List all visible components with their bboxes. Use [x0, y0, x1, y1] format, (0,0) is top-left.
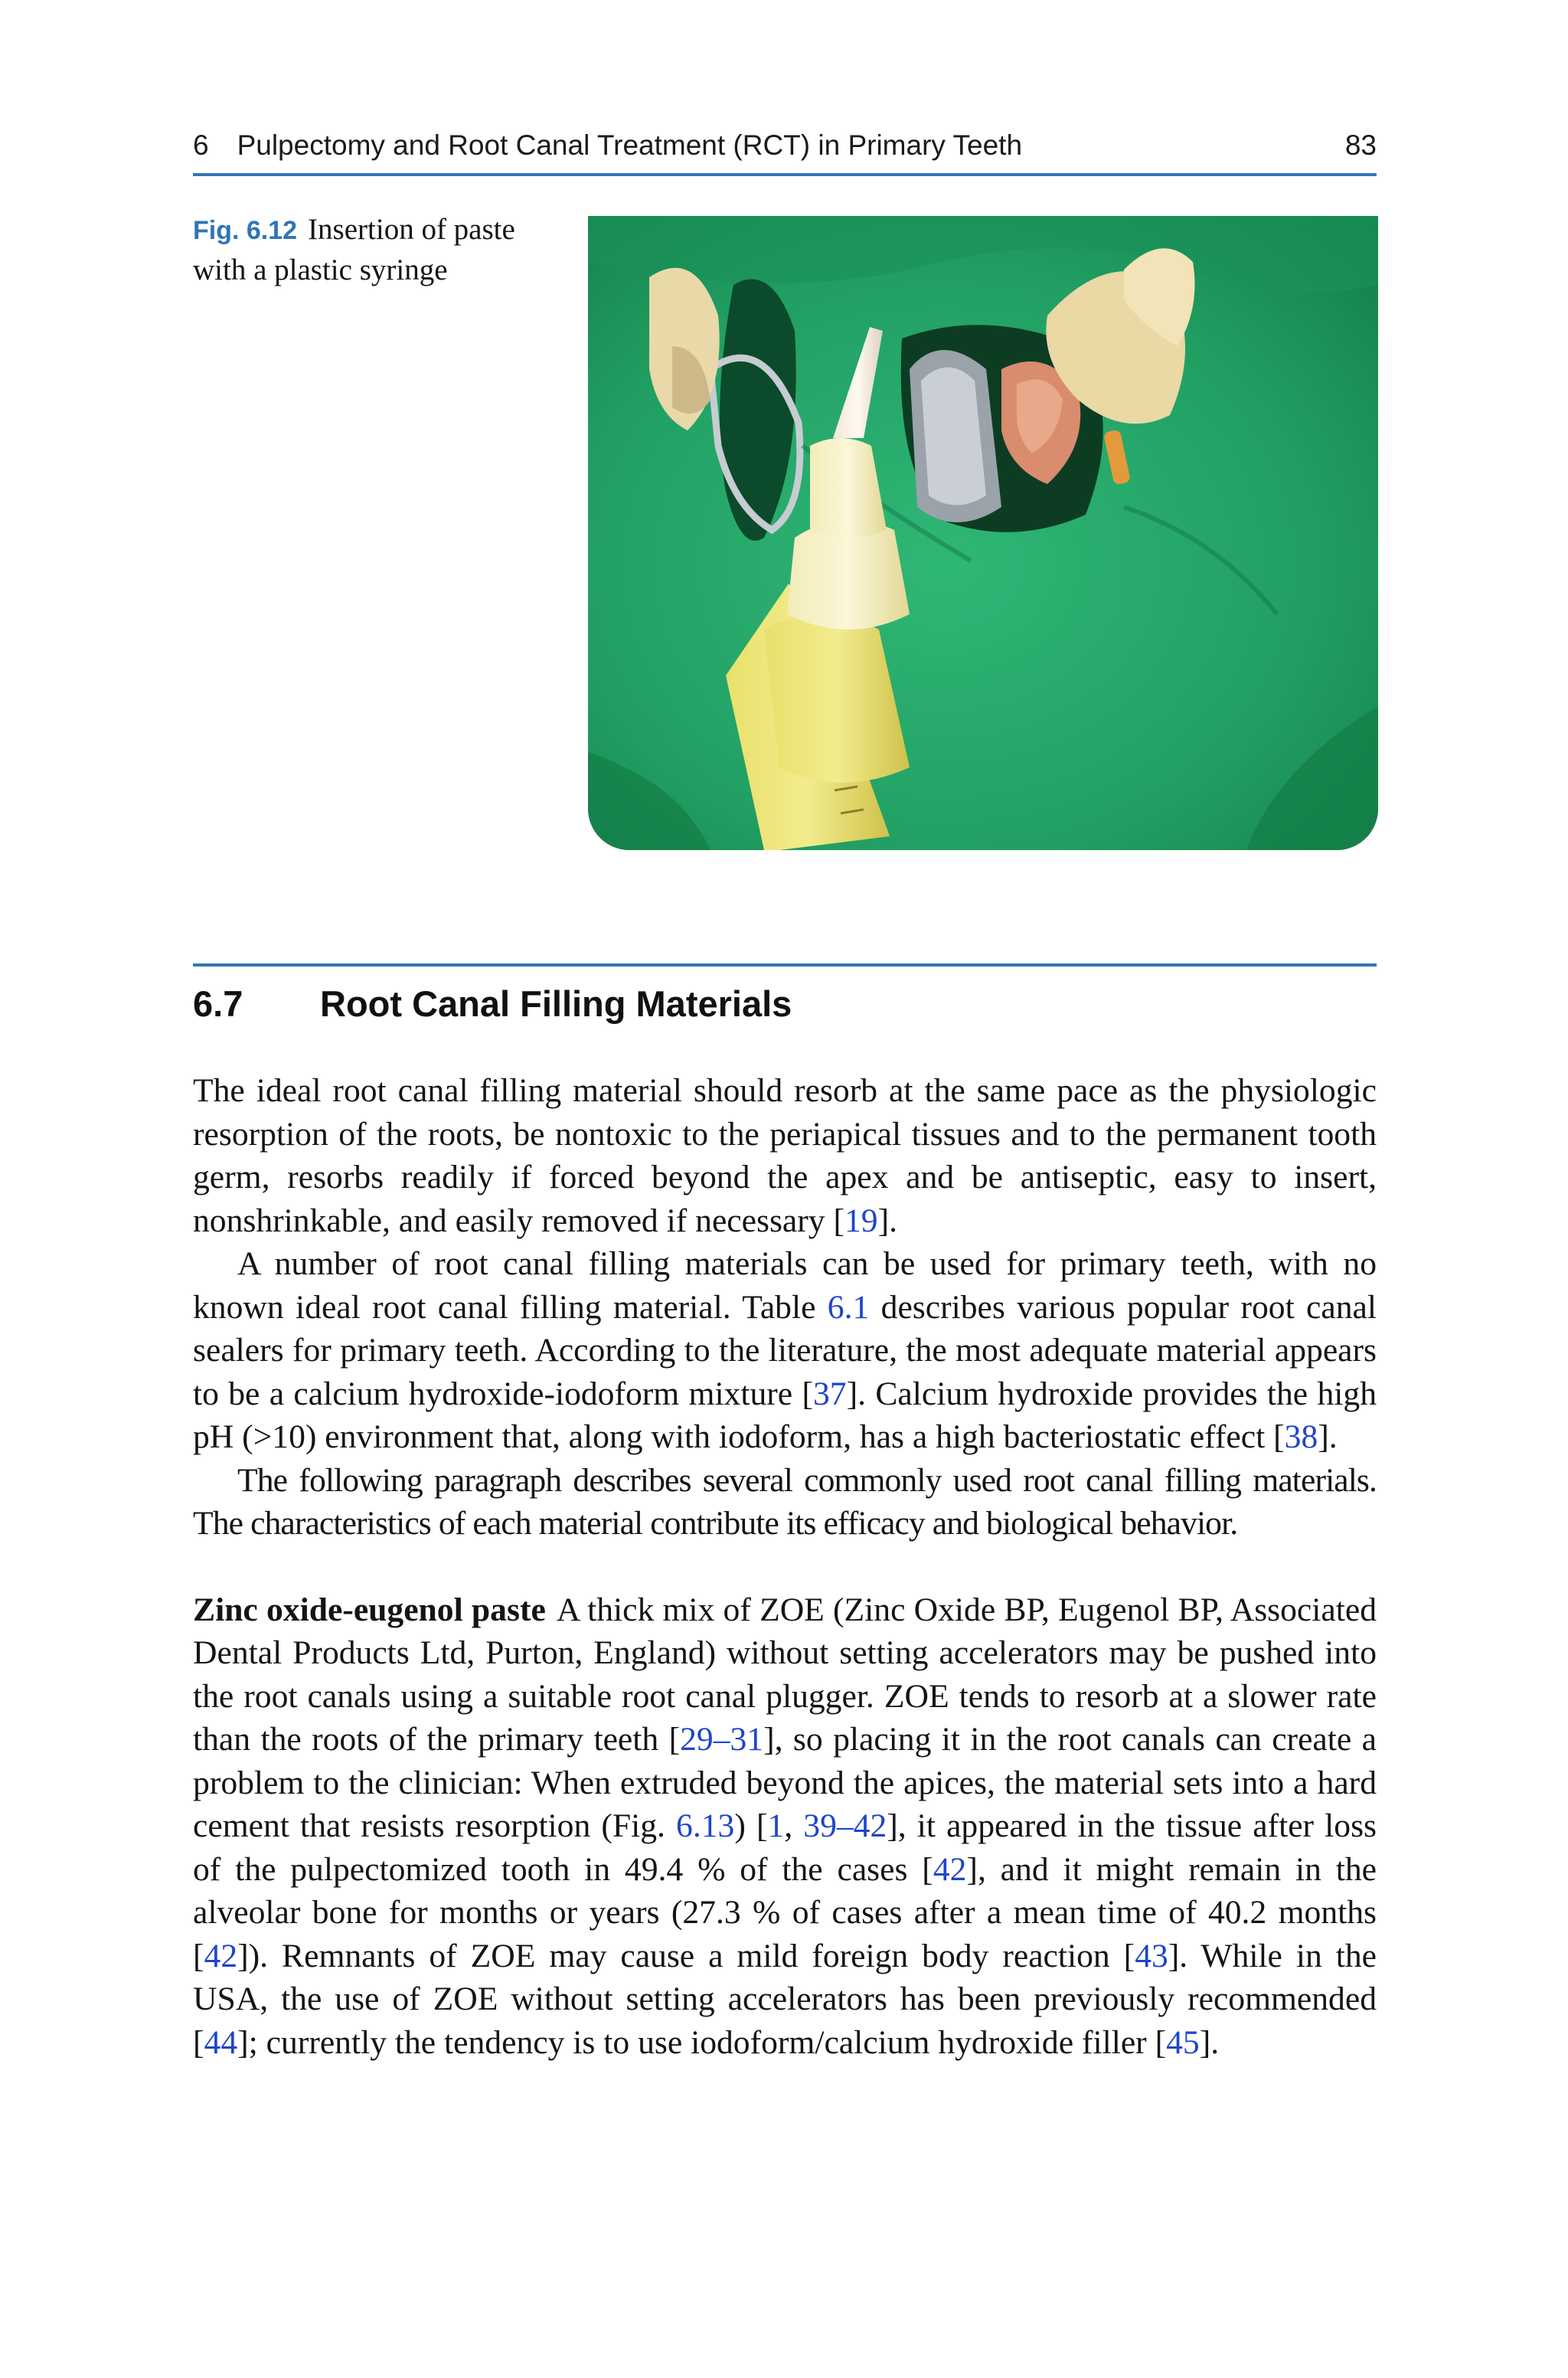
- text-run: A thick mix of ZOE (Zinc Oxide BP, Eugenol BP, Associated Dental Products Ltd, Purton, England) without setting accelerators may be pushed into the root canals using a suitable root canal plugger. ZOE tends to resorb at a slower rate than the roots of the primary teeth [: [193, 1591, 1377, 1758]
- citation-link[interactable]: 29–31: [680, 1721, 764, 1758]
- citation-link[interactable]: 43: [1135, 1937, 1168, 1974]
- citation-link[interactable]: 44: [204, 2023, 238, 2061]
- text-run: ].: [1318, 1418, 1338, 1455]
- text-run: ]; currently the tendency is to use iodoform/calcium hydroxide filler [: [237, 2023, 1167, 2061]
- citation-link[interactable]: 42: [933, 1850, 967, 1888]
- page-number: 83: [1344, 129, 1377, 161]
- paragraph: [193, 1069, 1377, 1242]
- figure-caption-text: Insertion of paste with a plastic syringe: [193, 213, 515, 286]
- run-in-heading: Zinc oxide-eugenol paste: [193, 1591, 546, 1628]
- citation-link[interactable]: 37: [812, 1375, 847, 1412]
- chapter-title: 6 Pulpectomy and Root Canal Treatment (RCT) in Primary Teeth: [193, 129, 1023, 161]
- text-run: The ideal root canal filling material should resorb at the same pace as the physiologic resorption of the roots, be nontoxic to the periapical tissues and to the permanent tooth germ, resorbs readily if forced beyond the apex and be antiseptic, easy to insert, nonshrinkable, and easily removed if necessary [: [193, 1072, 1377, 1239]
- text-run: ]. Calcium hydroxide provides the high pH (>10) environment that, along with iodoform, has a high bacteriostatic effect [: [193, 1375, 1377, 1455]
- figure-ref-link[interactable]: 6.13: [676, 1807, 735, 1844]
- citation-link[interactable]: 42: [204, 1937, 238, 1974]
- text-run: ].: [877, 1202, 898, 1239]
- text-run: ], it appeared in the tissue after loss of the pulpectomized tooth in 49.4 % of the cases [: [193, 1807, 1377, 1888]
- text-run: ].: [1199, 2023, 1220, 2061]
- text-run: ) [: [734, 1807, 768, 1844]
- section-number: 6.7: [193, 983, 243, 1024]
- text-run: ,: [784, 1807, 804, 1844]
- paragraph: [193, 1588, 1377, 2065]
- citation-link[interactable]: 38: [1284, 1418, 1318, 1455]
- table-ref-link[interactable]: 6.1: [827, 1288, 870, 1326]
- text-run: ], so placing it in the root canals can create a problem to the clinician: When extruded beyond the apices, the material sets into a hard cement that resists resorption (Fig.: [193, 1721, 1377, 1844]
- text-run: ]). Remnants of ZOE may cause a mild foreign body reaction [: [237, 1937, 1135, 1974]
- section-title: Root Canal Filling Materials: [320, 983, 792, 1024]
- citation-link[interactable]: 19: [844, 1202, 878, 1239]
- figure-caption: [193, 210, 545, 290]
- figure-photo: [588, 216, 1378, 850]
- text-run: describes various popular root canal sealers for primary teeth. According to the literature, the most adequate material appears to be a calcium hydroxide-iodoform mixture [: [193, 1288, 1377, 1412]
- citation-link[interactable]: 45: [1166, 2023, 1200, 2061]
- citation-link[interactable]: 1: [767, 1807, 785, 1844]
- section-heading: [193, 979, 792, 1029]
- body-text: [193, 1069, 1377, 2064]
- text-run: A number of root canal filling materials can be used for primary teeth, with no known ideal root canal filling material. Table: [193, 1245, 1377, 1326]
- dental-syringe-photo: [588, 216, 1378, 850]
- paragraph: [193, 1242, 1377, 1459]
- text-run: ], and it might remain in the alveolar bone for months or years (27.3 % of cases after a mean time of 40.2 months [: [193, 1850, 1377, 1974]
- section-rule: [193, 963, 1377, 967]
- figure-label: Fig. 6.12: [193, 216, 298, 245]
- running-head: [193, 116, 1377, 175]
- text-run: ]. While in the USA, the use of ZOE without setting accelerators has been previously recommended [: [193, 1937, 1377, 2061]
- citation-link[interactable]: 39–42: [803, 1807, 887, 1844]
- paragraph: The following paragraph describes several commonly used root canal filling materials. The characteristics of each material contribute its efficacy and biological behavior.: [193, 1461, 1377, 1542]
- header-rule: [193, 173, 1377, 176]
